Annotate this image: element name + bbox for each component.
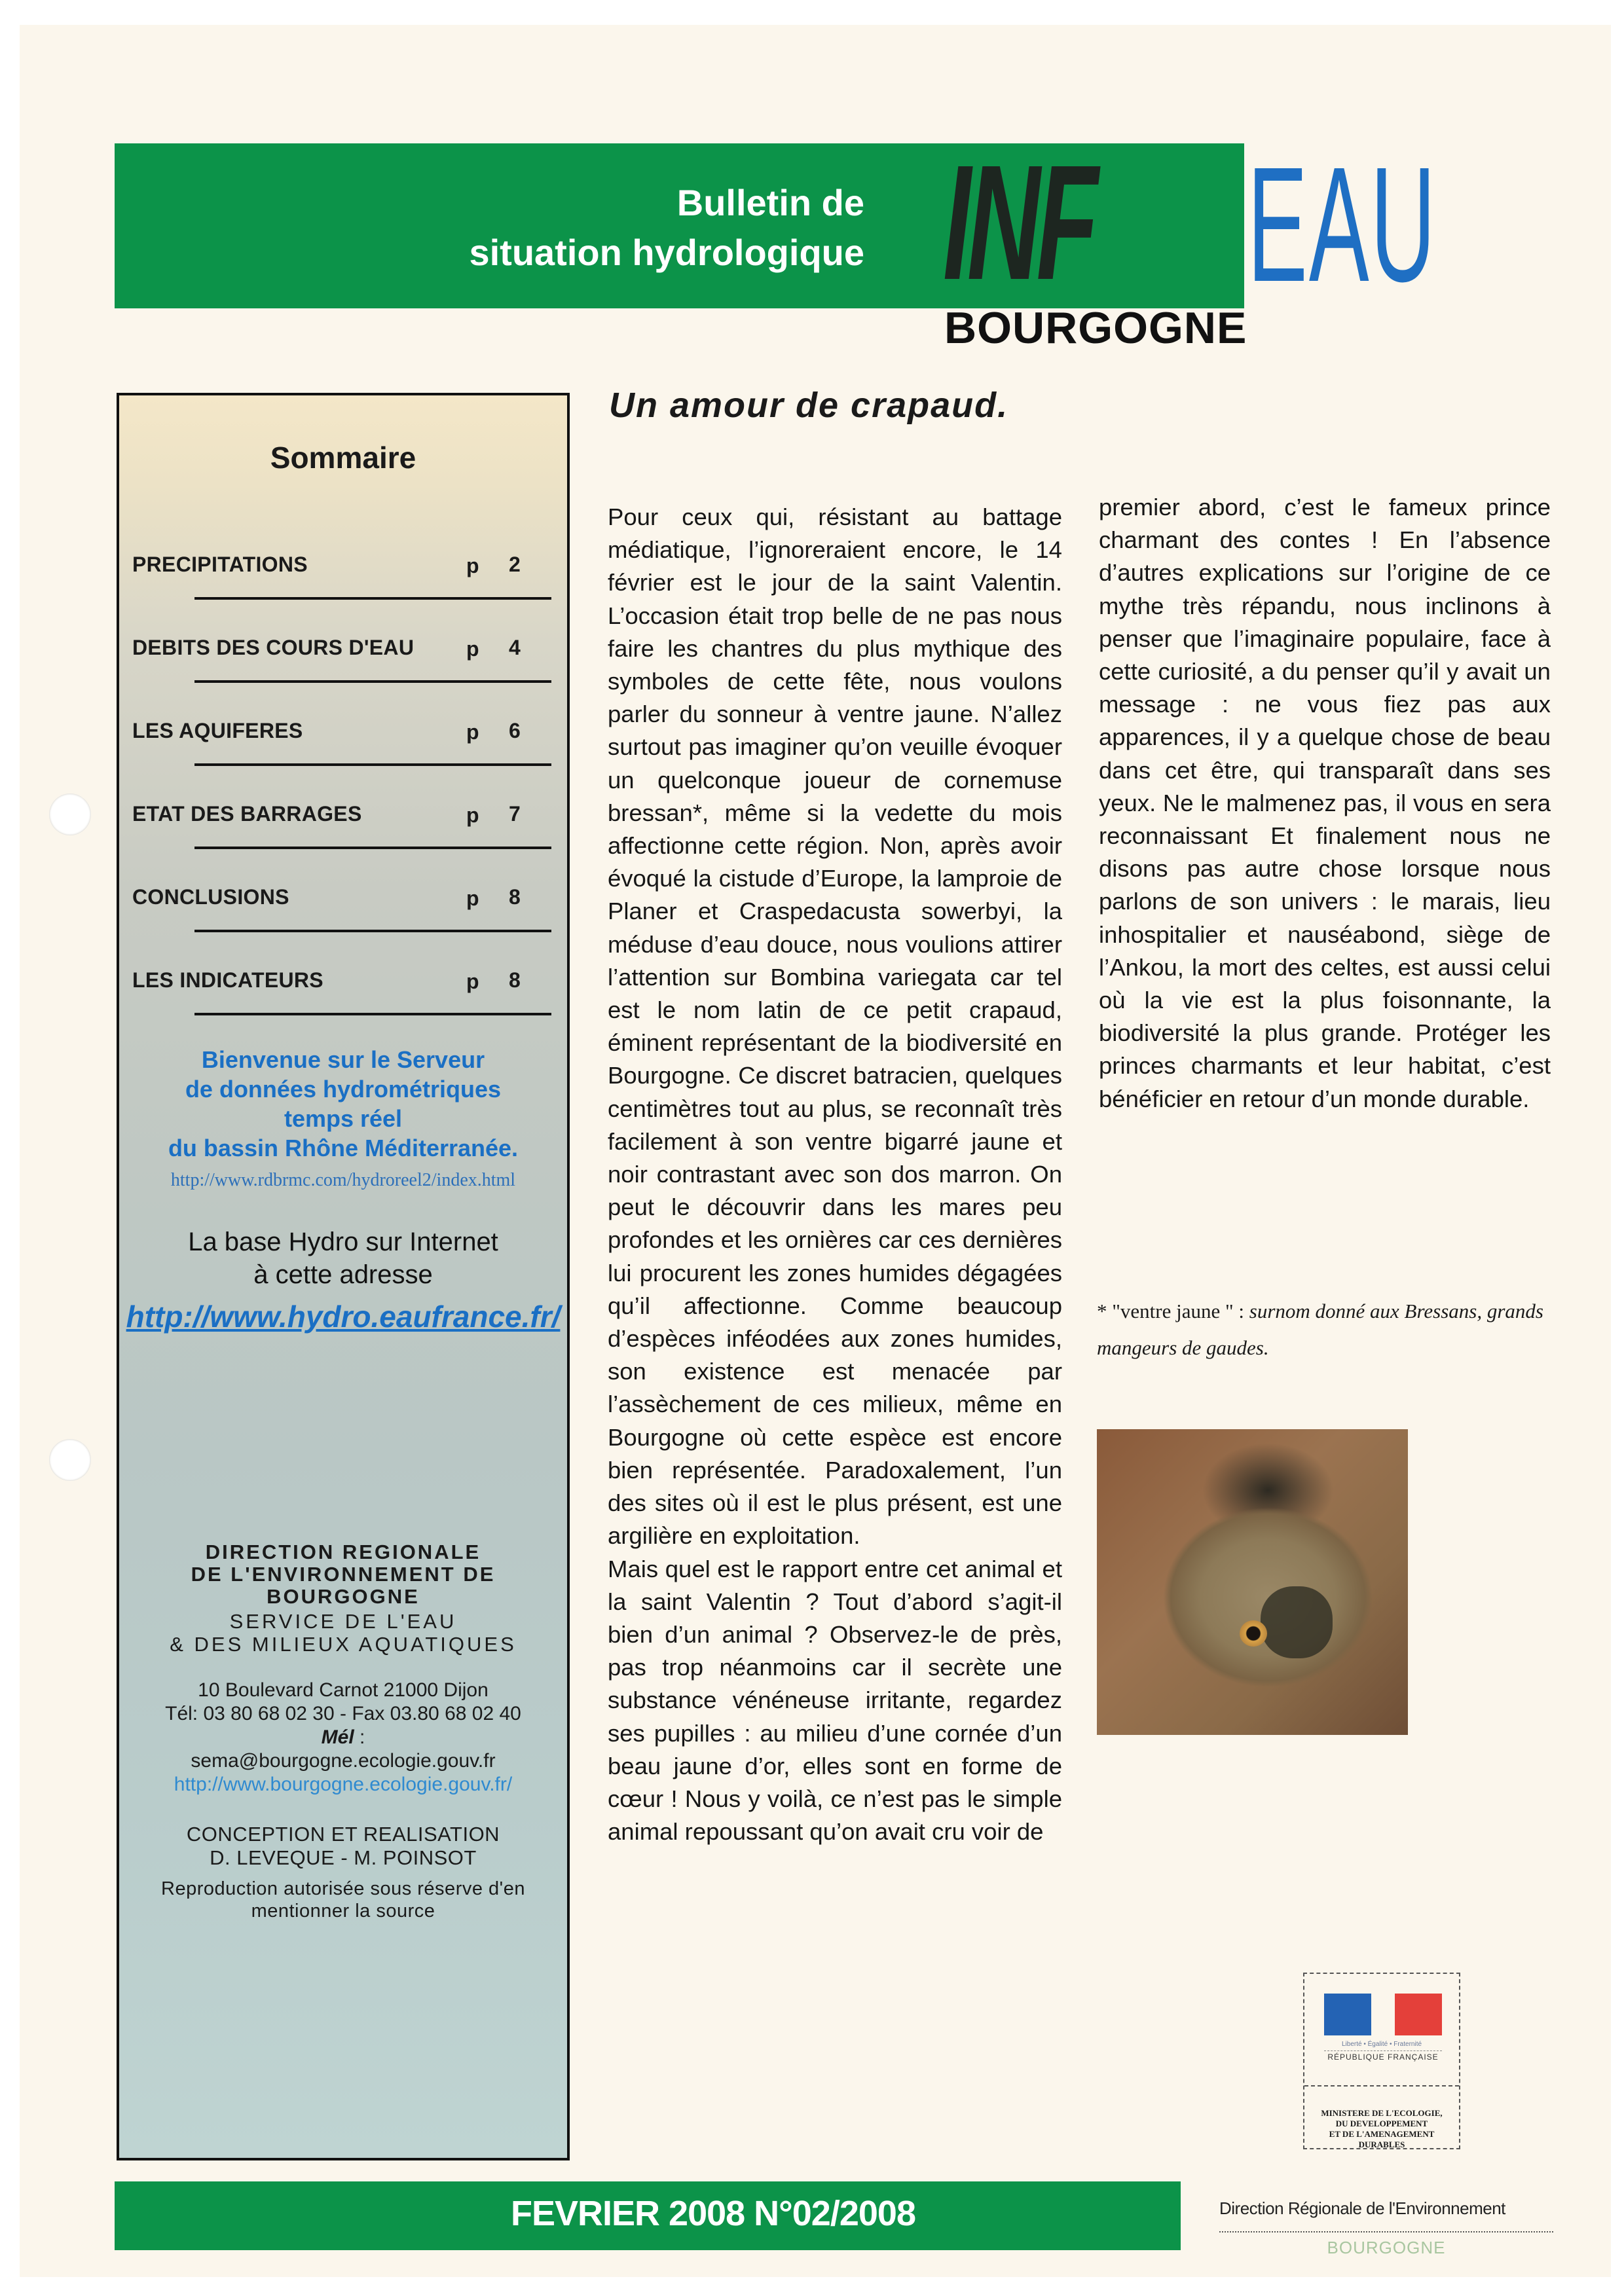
footnote	[1097, 1293, 1555, 1366]
direction-line3: BOURGOGNE	[267, 1585, 420, 1608]
repro-line1: Reproduction autorisée sous réserve d'en	[161, 1878, 525, 1899]
toc-item-barrages[interactable]	[132, 802, 551, 885]
toc-page-number: 2	[509, 553, 521, 576]
mel-label-row	[119, 1726, 567, 1749]
credits-line2: D. LEVEQUE - M. POINSOT	[210, 1846, 477, 1869]
toc-label: CONCLUSIONS	[132, 885, 289, 909]
toc-page-number: 8	[509, 968, 521, 992]
toc-page-number: 4	[509, 636, 521, 659]
contact-block	[119, 1679, 567, 1796]
toc-item-precipitations[interactable]	[132, 553, 551, 636]
rdbrmc-link[interactable]: http://www.rdbrmc.com/hydroreel2/index.html	[170, 1170, 516, 1190]
logo-divider	[1304, 2085, 1459, 2086]
direction-line2: DE L'ENVIRONNEMENT DE	[191, 1563, 496, 1586]
ministry-line4: DURABLES	[1358, 2140, 1405, 2149]
phone-fax: Tél: 03 80 68 02 30 - Fax 03.80 68 02 40	[165, 1703, 521, 1724]
toc-divider	[194, 597, 551, 600]
toc-page-prefix: p	[466, 803, 479, 827]
binder-hole-bottom	[49, 1439, 91, 1481]
toc-page-number: 6	[509, 719, 521, 742]
service-line1: SERVICE DE L'EAU	[229, 1610, 457, 1633]
logo-eau: EAU	[1247, 133, 1437, 316]
ministry-name	[1304, 2108, 1459, 2150]
footnote-mark: * "ventre jaune " :	[1097, 1300, 1249, 1322]
repro-line2: mentionner la source	[251, 1901, 435, 1922]
table-of-contents	[132, 553, 551, 1051]
toc-item-aquiferes[interactable]	[132, 719, 551, 802]
bulletin-title-line2: situation hydrologique	[469, 232, 864, 273]
mel-label: Mél	[321, 1726, 354, 1748]
ministry-line3: ET DE L'AMENAGEMENT	[1329, 2129, 1435, 2139]
bulletin-title-line1: Bulletin de	[676, 182, 864, 223]
footnote-text: surnom donné aux Bressans, grands mangeurs de gaudes.	[1097, 1300, 1543, 1359]
toc-label: LES AQUIFERES	[132, 719, 303, 742]
serveur-line4: du bassin Rhône Méditerranée.	[168, 1135, 519, 1161]
dre-name: Direction Régionale de l'Environnement	[1219, 2198, 1505, 2218]
republic-motto: Liberté • Égalité • Fraternité	[1341, 2041, 1422, 2048]
toc-page-prefix: p	[466, 720, 479, 744]
republique-francaise: RÉPUBLIQUE FRANÇAISE	[1324, 2050, 1442, 2062]
summary-title: Sommaire	[270, 441, 416, 475]
binder-hole-top	[49, 793, 91, 835]
toc-divider	[194, 763, 551, 766]
toc-page-prefix: p	[466, 970, 479, 993]
toc-label: PRECIPITATIONS	[132, 553, 308, 576]
logo-inf: INF	[943, 131, 1095, 314]
photo-shadow	[1261, 1586, 1333, 1658]
email-link[interactable]: sema@bourgogne.ecologie.gouv.fr	[191, 1750, 496, 1772]
article-title: Un amour de crapaud.	[609, 386, 1009, 425]
toc-divider	[194, 1013, 551, 1015]
mel-sep: :	[354, 1726, 365, 1748]
dre-divider	[1219, 2231, 1553, 2232]
flag-blue	[1324, 1994, 1371, 2035]
serveur-line3: temps réel	[284, 1105, 403, 1132]
toc-page-number: 8	[509, 885, 521, 909]
article-paragraph: Mais quel est le rapport entre cet animal et la saint Valentin ? Tout d’abord s’agit-il bien d’un animal ? Observez-le de près, pas trop néanmoins car il secrète une substance vénéneuse irritante, regardez ses pupilles : au milieu d’une cornée d’un beau jaune d’or, elles sont en forme de cœur ! Nous y voilà, ce n’est pas le simple animal repoussant qu’on avait cru voir de	[608, 1555, 1062, 1846]
hydro-intro-line1: La base Hydro sur Internet	[188, 1228, 498, 1256]
ministry-logo-box	[1303, 1973, 1460, 2149]
hydro-intro-line2: à cette adresse	[253, 1260, 433, 1289]
website-link[interactable]: http://www.bourgogne.ecologie.gouv.fr/	[174, 1774, 513, 1795]
credits-line1: CONCEPTION ET REALISATION	[186, 1823, 500, 1846]
article-column-1	[608, 501, 1062, 1848]
reproduction-notice	[119, 1878, 567, 1922]
toad-eye	[1240, 1620, 1267, 1647]
realtime-server-promo	[119, 1045, 567, 1163]
article-paragraph: premier abord, c’est le fameux prince charmant des contes ! En l’absence d’autres explications sur l’origine de ce mythe très répandu, nous inclinons à penser que l’imaginaire populaire, face à cette curiosité, a du penser qu’il y avait un message : ne vous fiez pas aux apparences, il y a quelque chose de beau dans cet être, qui transparaît dans ses yeux. Ne le malmenez pas, il vous en sera reconnaissant Et finalement nous ne disons pas autre chose lorsque nous parlons de son univers : le marais, lieu inhospitalier et nauséabond, siège de l’Ankou, la mort des celtes, est aussi celui où la vie est la plus foisonnante, la biodiversité la plus grande. Protéger les princes charmants et leur habitat, c’est bénéficier en retour d’un monde durable.	[1099, 494, 1551, 1112]
toc-item-conclusions[interactable]	[132, 885, 551, 968]
toc-divider	[194, 680, 551, 683]
toad-photo	[1097, 1429, 1408, 1735]
toc-label: LES INDICATEURS	[132, 968, 323, 992]
serveur-line2: de données hydrométriques	[185, 1076, 502, 1102]
article-column-2	[1099, 491, 1551, 1116]
issue-date: FEVRIER 2008 N°02/2008	[511, 2194, 915, 2233]
dre-region: BOURGOGNE	[1327, 2238, 1446, 2257]
toc-page-number: 7	[509, 802, 521, 826]
flag-red	[1395, 1994, 1442, 2035]
toc-page-prefix: p	[466, 637, 479, 661]
toc-item-indicateurs[interactable]	[132, 968, 551, 1051]
toc-item-debits[interactable]	[132, 636, 551, 719]
toc-divider	[194, 847, 551, 849]
sidebar-panel	[117, 393, 570, 2160]
logo-region: BOURGOGNE	[944, 303, 1247, 353]
article-paragraph: Pour ceux qui, résistant au battage médiatique, l’ignoreraient encore, le 14 février est le jour de la saint Valentin. L’occasion était trop belle de ne pas nous faire les chantres du plus mythique des symboles de cette fête, nous voulons parler du sonneur à ventre jaune. N’allez surtout pas imaginer qu’on veuille évoquer un quelconque joueur de cornemuse bressan*, même si la vedette du mois affectionne cette région. Non, après avoir évoqué la cistude d’Europe, la lamproie de Planer et Craspedacusta sowerbyi, la méduse d’eau douce, nous voulions attirer l’attention sur Bombina variegata car tel est le nom latin de ce petit crapaud, éminent représentant de la biodiversité en Bourgogne. Ce discret batracien, quelques centimètres tout au plus, se reconnaît très facilement à son ventre bigarré jaune et noir contrastant avec son dos marron. On peut le découvrir dans les mares peu profondes et les ornières car ces dernières lui procurent les zones humides dégagées qu’il affectionne. Comme beaucoup d’espèces inféodées aux zones humides, son existence est menacée par l’assèchement de ces milieux, même en Bourgogne où cette espèce est encore bien représentée. Paradoxalement, l’un des sites où il est le plus présent, est une argilière en exploitation.	[608, 503, 1062, 1550]
ministry-line1: MINISTERE DE L'ECOLOGIE,	[1321, 2108, 1443, 2118]
toc-page-prefix: p	[466, 886, 479, 910]
credits	[119, 1823, 567, 1870]
toc-label: ETAT DES BARRAGES	[132, 802, 362, 826]
direction-line1: DIRECTION REGIONALE	[205, 1540, 481, 1563]
postal-address: 10 Boulevard Carnot 21000 Dijon	[198, 1679, 489, 1701]
bulletin-title	[115, 178, 864, 278]
toc-page-prefix: p	[466, 554, 479, 577]
service-eau	[119, 1610, 567, 1656]
direction-regionale	[119, 1541, 567, 1608]
hydro-eaufrance-link[interactable]: http://www.hydro.eaufrance.fr/	[126, 1300, 561, 1334]
toc-divider	[194, 930, 551, 932]
serveur-line1: Bienvenue sur le Serveur	[201, 1046, 485, 1073]
ministry-line2: DU DEVELOPPEMENT	[1335, 2119, 1428, 2128]
hydro-intro	[119, 1226, 567, 1291]
service-line2: & DES MILIEUX AQUATIQUES	[170, 1633, 517, 1656]
toc-label: DEBITS DES COURS D'EAU	[132, 636, 415, 659]
marianne-flag-icon	[1324, 1994, 1442, 2035]
